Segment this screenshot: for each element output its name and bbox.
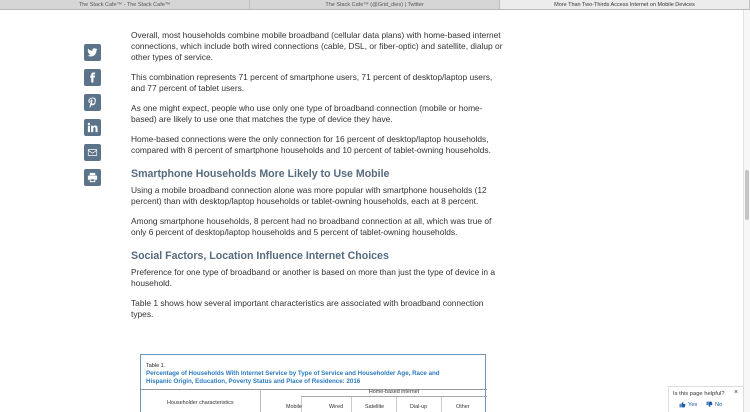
section-heading: Social Factors, Location Influence Internet Choices xyxy=(131,250,389,262)
thumbs-down-icon xyxy=(706,401,713,408)
article-paragraph: Overall, most households combine mobile broadband (cellular data plans) with home-based internet connections, which include both wired connections (cable, DSL, or fiber-optic) and satellite, dialup or other types of service. xyxy=(131,30,503,62)
print-icon xyxy=(87,172,98,183)
feedback-question: Is this page helpful? xyxy=(673,391,725,397)
article-paragraph: Among smartphone households, 8 percent had no broadband connection at all, which was true of only 6 percent of desktop/laptop households and 5 percent of tablet-owning households. xyxy=(131,216,492,237)
article-paragraph: As one might expect, people who use only one type of broadband connection (mobile or home-based) are likely to use one that matches the type of device they have. xyxy=(131,103,483,124)
twitter-share-button[interactable] xyxy=(84,44,101,61)
feedback-yes-button[interactable] xyxy=(679,401,697,408)
feedback-yes-label: Yes xyxy=(688,401,698,408)
linkedin-share-button[interactable] xyxy=(84,119,101,136)
feedback-widget xyxy=(668,386,744,412)
scrollbar-thumb[interactable] xyxy=(745,170,749,220)
table-row-header: Householder characteristics xyxy=(167,400,234,406)
table-column-header: Wired xyxy=(329,404,344,410)
data-table xyxy=(140,354,486,412)
article-body xyxy=(131,30,507,329)
table-divider xyxy=(396,397,397,412)
facebook-share-button[interactable] xyxy=(84,69,101,86)
table-divider xyxy=(351,397,352,412)
table-column-header: Other xyxy=(456,404,470,410)
pinterest-share-button[interactable] xyxy=(84,94,101,111)
page-scrollbar[interactable] xyxy=(743,10,750,412)
article-paragraph: Home-based connections were the only connection for 16 percent of desktop/laptop households, compared with 8 percent of smartphone households and 10 percent of tablet-owning households. xyxy=(131,134,491,155)
facebook-icon xyxy=(87,72,98,83)
article-paragraph: Using a mobile broadband connection alone was more popular with smartphone households (12 percent) than with desktop/laptop households or tablet-owning households, each at 8 percent. xyxy=(131,185,487,206)
linkedin-icon xyxy=(87,122,98,133)
article-paragraph: Table 1 shows how several important characteristics are associated with broadband connection types. xyxy=(131,298,484,319)
browser-tab[interactable]: The Stack Cafe™ - The Stack Cafe™ xyxy=(0,0,250,9)
table-column-header: Dial-up xyxy=(410,404,428,410)
pinterest-icon xyxy=(87,97,98,108)
table-column-header: Mobile xyxy=(286,404,302,410)
twitter-icon xyxy=(87,47,98,58)
browser-tab[interactable]: The Stack Cafe™ (@Grid_dies) | Twitter xyxy=(250,0,500,9)
feedback-close-button[interactable]: × xyxy=(734,389,739,396)
table-divider xyxy=(441,397,442,412)
feedback-no-label: No xyxy=(715,401,723,408)
share-toolbar xyxy=(84,44,101,186)
browser-tab-active[interactable]: More Than Two-Thirds Access Internet on Mobile Devices xyxy=(500,0,750,9)
article-paragraph: Preference for one type of broadband or another is based on more than just the type of device in a household. xyxy=(131,267,496,288)
article-paragraph: This combination represents 71 percent of smartphone users, 71 percent of desktop/laptop users, and 77 percent of tablet users. xyxy=(131,72,493,93)
email-share-button[interactable] xyxy=(84,144,101,161)
thumbs-up-icon xyxy=(679,401,686,408)
table-number: Table 1. xyxy=(146,363,166,369)
section-heading: Smartphone Households More Likely to Use Mobile xyxy=(131,168,390,180)
table-title: Percentage of Households With Internet Service by Type of Service and Householder Age, Race and Hispanic Origin, Education, Poverty Status and Place of Residence: 2016 xyxy=(146,370,440,385)
feedback-no-button[interactable] xyxy=(706,401,722,408)
browser-tab-bar xyxy=(0,0,750,10)
print-button[interactable] xyxy=(84,169,101,186)
table-column-header: Satellite xyxy=(365,404,385,410)
email-icon xyxy=(87,147,98,158)
table-group-header: Home-based internet xyxy=(301,388,487,397)
